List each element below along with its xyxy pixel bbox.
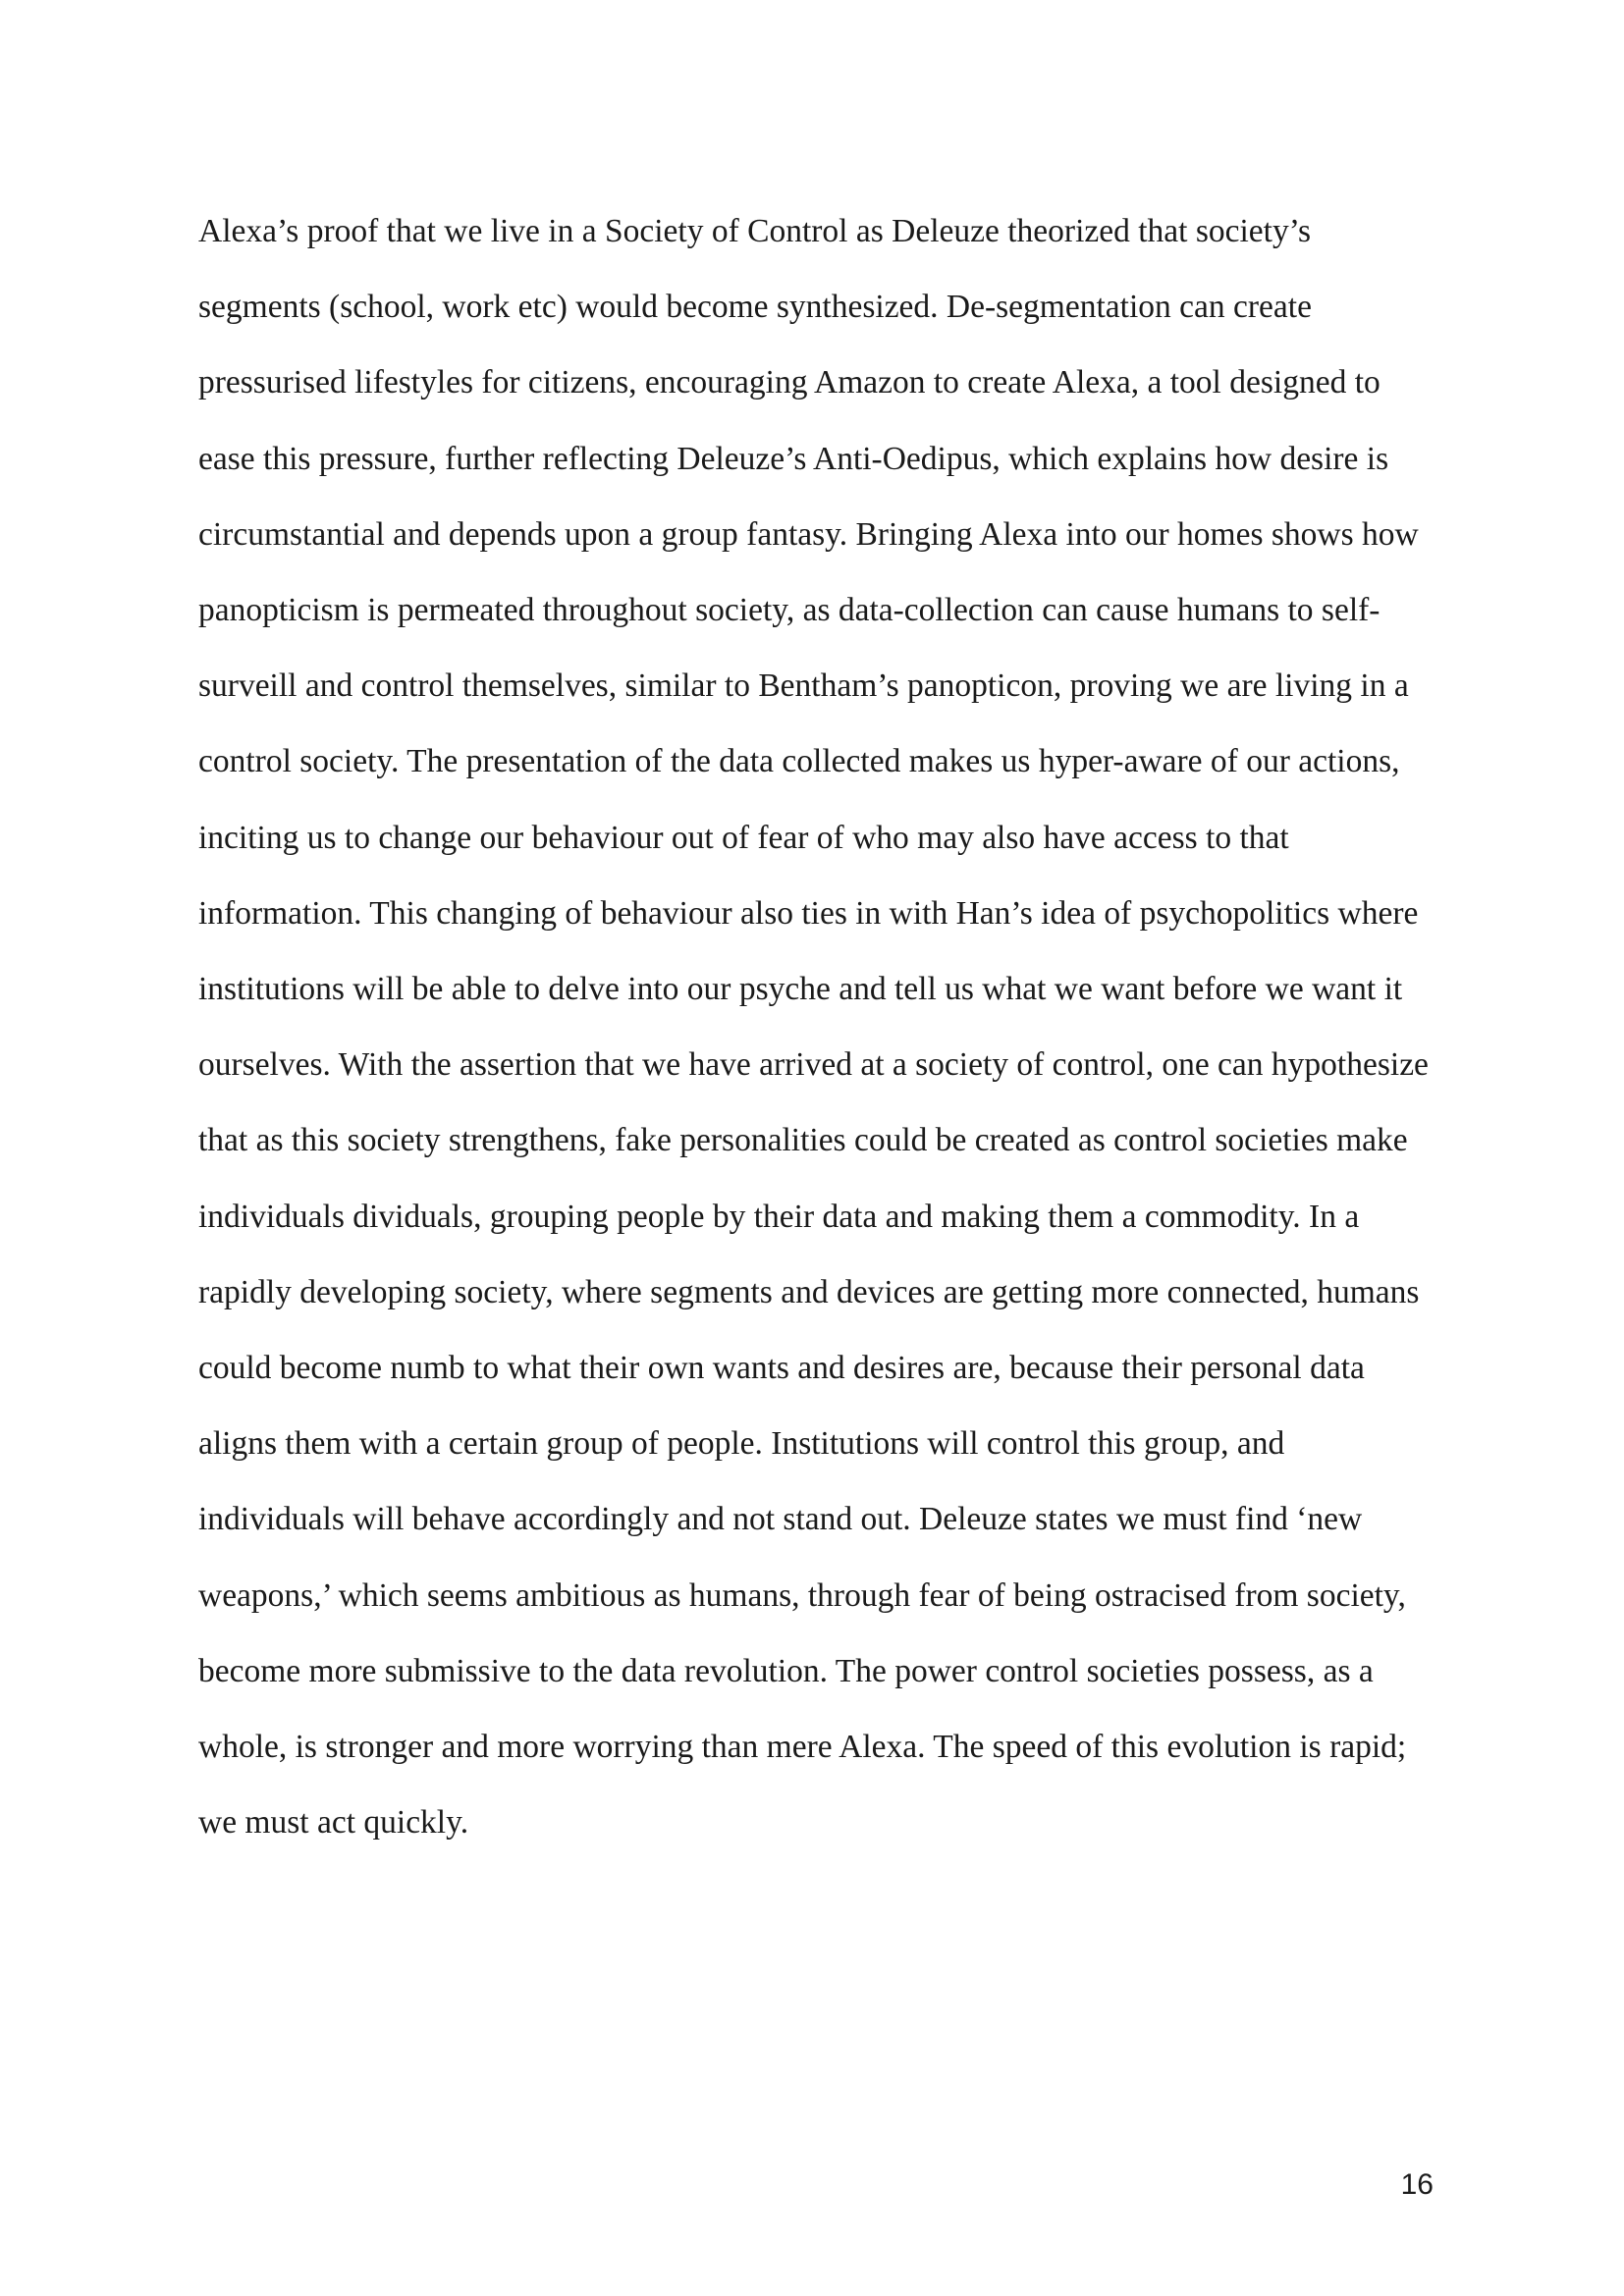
paragraph-line: become more submissive to the data revolution. The power control societies possess, as a	[198, 1652, 1374, 1689]
paragraph-line: segments (school, work etc) would become synthesized. De-segmentation can create	[198, 289, 1312, 326]
paragraph-line: whole, is stronger and more worrying than mere Alexa. The speed of this evolution is rapid;	[198, 1729, 1407, 1766]
paragraph-line: circumstantial and depends upon a group fantasy. Bringing Alexa into our homes shows how	[198, 515, 1419, 553]
paragraph-line: individuals dividuals, grouping people by their data and making them a commodity. In a	[198, 1198, 1360, 1235]
paragraph-line: pressurised lifestyles for citizens, encouraging Amazon to create Alexa, a tool designed to	[198, 364, 1380, 401]
paragraph-line: institutions will be able to delve into our psyche and tell us what we want before we want it	[198, 971, 1403, 1008]
paragraph-line: inciting us to change our behaviour out of fear of who may also have access to that	[198, 819, 1289, 856]
paragraph-line: ourselves. With the assertion that we have arrived at a society of control, one can hypothesize	[198, 1046, 1429, 1084]
paragraph-line: ease this pressure, further reflecting Deleuze’s Anti-Oedipus, which explains how desire is	[198, 440, 1389, 477]
paragraph-line: control society. The presentation of the data collected makes us hyper-aware of our actions,	[198, 743, 1400, 780]
paragraph-line: weapons,’ which seems ambitious as humans, through fear of being ostracised from society,	[198, 1576, 1406, 1614]
page-number: 16	[1400, 2168, 1434, 2201]
paragraph-line: we must act quickly.	[198, 1804, 469, 1842]
paragraph-line: Alexa’s proof that we live in a Society of Control as Deleuze theorized that society’s	[198, 213, 1312, 249]
paragraph-line: panopticism is permeated throughout society, as data-collection can cause humans to self-	[198, 592, 1380, 629]
paragraph-line: rapidly developing society, where segments and devices are getting more connected, humans	[198, 1273, 1420, 1310]
paragraph-line: that as this society strengthens, fake personalities could be created as control societies make	[198, 1122, 1408, 1159]
paragraph-line: aligns them with a certain group of people. Institutions will control this group, and	[198, 1425, 1285, 1463]
paragraph-line: individuals will behave accordingly and not stand out. Deleuze states we must find ‘new	[198, 1501, 1363, 1538]
body-paragraph	[198, 193, 1435, 1860]
paragraph-line: information. This changing of behaviour also ties in with Han’s idea of psychopolitics where	[198, 894, 1419, 932]
paragraph-line: could become numb to what their own wants and desires are, because their personal data	[198, 1350, 1365, 1387]
paragraph-line: surveill and control themselves, similar to Bentham’s panopticon, proving we are living in a	[198, 667, 1409, 705]
